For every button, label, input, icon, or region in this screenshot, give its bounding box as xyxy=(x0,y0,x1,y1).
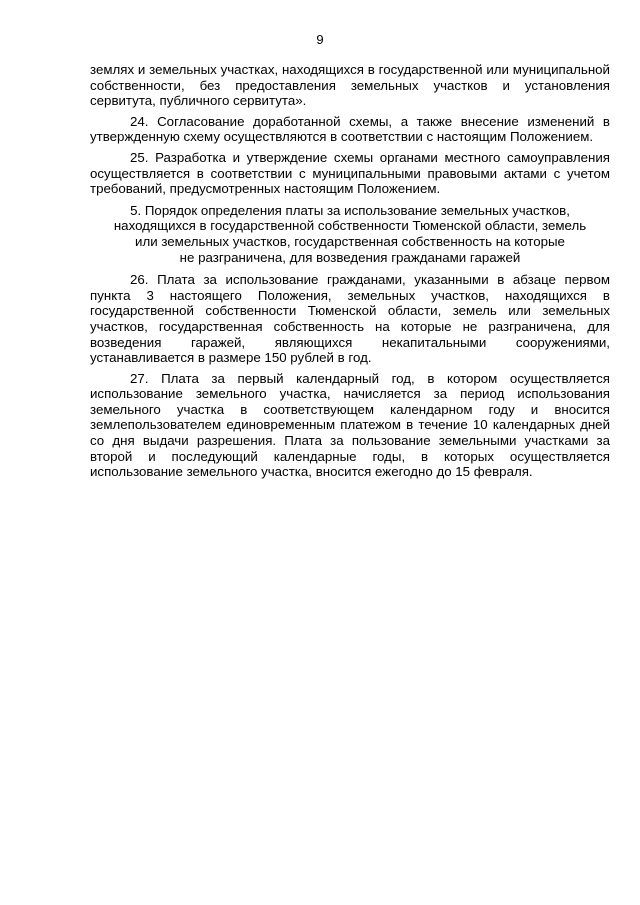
section-heading-line: или земельных участков, государственная собственность на которые xyxy=(135,233,565,249)
document-body xyxy=(90,62,610,480)
paragraph-24: 24. Согласование доработанной схемы, а также внесение изменений в утвержденную схему осуществляются в соответствии с настоящим Положением. xyxy=(90,113,610,145)
paragraph-continuation: землях и земельных участках, находящихся в государственной или муниципальной собственности, без предоставления земельных участков и установления сервитута, публичного сервитута». xyxy=(90,62,610,109)
paragraph-26: 26. Плата за использование гражданами, указанными в абзаце первом пункта 3 настоящего Положения, земельных участков, находящихся в государственной собственности Тюменской области, земель или земельных участков, государственная собственность на которые не разграничена, для возведения гаражей, являющихся некапитальными сооружениями, устанавливается в размере 150 рублей в год. xyxy=(90,272,610,366)
section-heading-line: находящихся в государственной собственности Тюменской области, земель xyxy=(113,218,587,234)
paragraph-27: 27. Плата за первый календарный год, в котором осуществляется использование земельного участка, начисляется за период использования земельного участка в соответствующем календарном году и вносится землепользователем единовременным платежом в течение 10 календарных дней со дня выдачи разрешения. Плата за пользование земельными участками за второй и последующий календарные годы, в которых осуществляется использование земельного участка, вносится ежегодно до 15 февраля. xyxy=(90,370,610,480)
section-heading xyxy=(90,203,610,265)
page-number: 9 xyxy=(316,32,324,47)
section-heading-line: не разграничена, для возведения гражданами гаражей xyxy=(179,249,521,265)
paragraph-25: 25. Разработка и утверждение схемы органами местного самоуправления осуществляется в соответствии с муниципальными правовыми актами с учетом требований, предусмотренных настоящим Положением. xyxy=(90,149,610,197)
section-heading-line: 5. Порядок определения платы за использование земельных участков, xyxy=(130,202,570,218)
